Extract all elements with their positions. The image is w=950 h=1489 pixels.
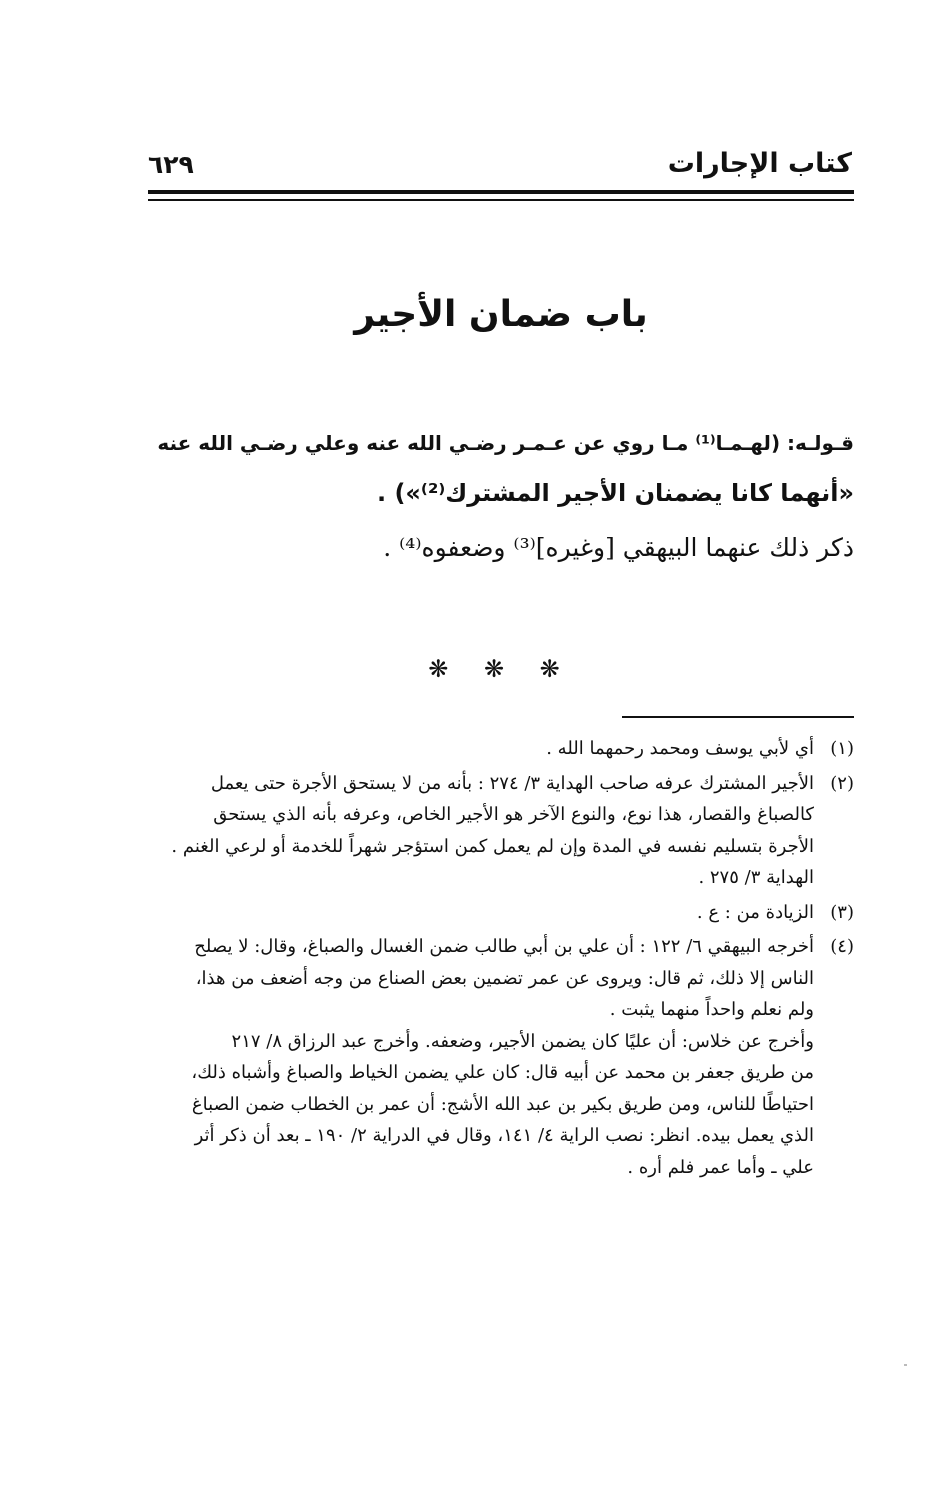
section-separator: ❋ ❋ ❋ (428, 655, 574, 683)
scan-speck (904, 1364, 907, 1366)
footnote-line: الذي يعمل بيده. انظر: نصب الراية ٤/ ١٤١، وقال في الدراية ٢/ ١٩٠ ـ بعد أن ذكر أثر (194, 1125, 814, 1146)
page-number: ٦٢٩ (148, 150, 194, 179)
commentary-paragraph: ذكر ذلك عنهما البيهقي [وغيره]⁽³⁾ وضعفوه⁽⁴⁾ . (383, 533, 854, 562)
footnote-1 (148, 733, 854, 765)
header-rule-thin (148, 199, 854, 201)
footnote-line: ولم نعلم واحداً منهما يثبت . (609, 999, 814, 1020)
footnote-line: علي ـ وأما عمر فلم أره . (627, 1156, 814, 1178)
quote-line: «أنهما كانا يضمنان الأجير المشترك⁽²⁾») . (376, 479, 854, 507)
footnote-rule (622, 716, 854, 718)
quote-paragraph (148, 418, 854, 518)
footnote-line: وأخرج عن خلاس: أن عليًا كان يضمن الأجير، وضعفه. وأخرج عبد الرزاق ٨/ ٢١٧ (231, 1030, 814, 1052)
footnote-line: الأجير المشترك عرفه صاحب الهداية ٣/ ٢٧٤ : بأنه من لا يستحق الأجرة حتى يعمل (210, 772, 814, 794)
footnote-line: الناس إلا ذلك، ثم قال: ويروى عن عمر تضمين بعض الصناع من وجه أضعف من هذا، (195, 967, 814, 989)
footnotes (148, 733, 854, 1186)
footnote-number: (١) (830, 738, 854, 759)
footnote-2 (148, 768, 854, 894)
footnote-4 (148, 931, 854, 1183)
header-rule-thick (148, 190, 854, 194)
footnote-line: الأجرة بتسليم نفسه في المدة وإن لم يعمل كمن استؤجر شهراً للخدمة أو لرعي الغنم . (171, 835, 814, 857)
footnote-line: كالصباغ والقصار، هذا نوع، والنوع الآخر هو الأجير الخاص، وعرفه بأنه الذي يستحق (213, 804, 814, 825)
footnote-line: أي لأبي يوسف ومحمد رحمهما الله . (546, 738, 814, 759)
book-name: كتاب الإجارات (667, 148, 852, 179)
footnote-line: من طريق جعفر بن محمد عن أبيه قال: كان علي يضمن الخياط والصباغ وأشباه ذلك، (191, 1062, 814, 1083)
footnote-3 (148, 897, 854, 929)
footnote-line: الزيادة من : ع . (696, 901, 814, 923)
running-header (148, 148, 852, 188)
footnote-number: (٤) (830, 936, 854, 957)
footnote-line: الهداية ٣/ ٢٧٥ . (698, 867, 814, 888)
chapter-title: باب ضمان الأجير (354, 294, 648, 335)
footnote-number: (٣) (830, 901, 854, 923)
footnote-number: (٢) (830, 772, 854, 794)
quote-line: قـولـه: (لهـمـا⁽¹⁾ مـا روي عن عـمـر رضـي الله عنه وعلي رضـي الله عنه (157, 431, 854, 455)
footnote-line: احتياطًا للناس، ومن طريق بكير بن عبد الله الأشج: أن عمر بن الخطاب ضمن الصباغ (191, 1093, 814, 1115)
footnote-line: أخرجه البيهقي ٦/ ١٢٢ : أن علي بن أبي طالب ضمن الغسال والصباغ، وقال: لا يصلح (194, 936, 814, 957)
